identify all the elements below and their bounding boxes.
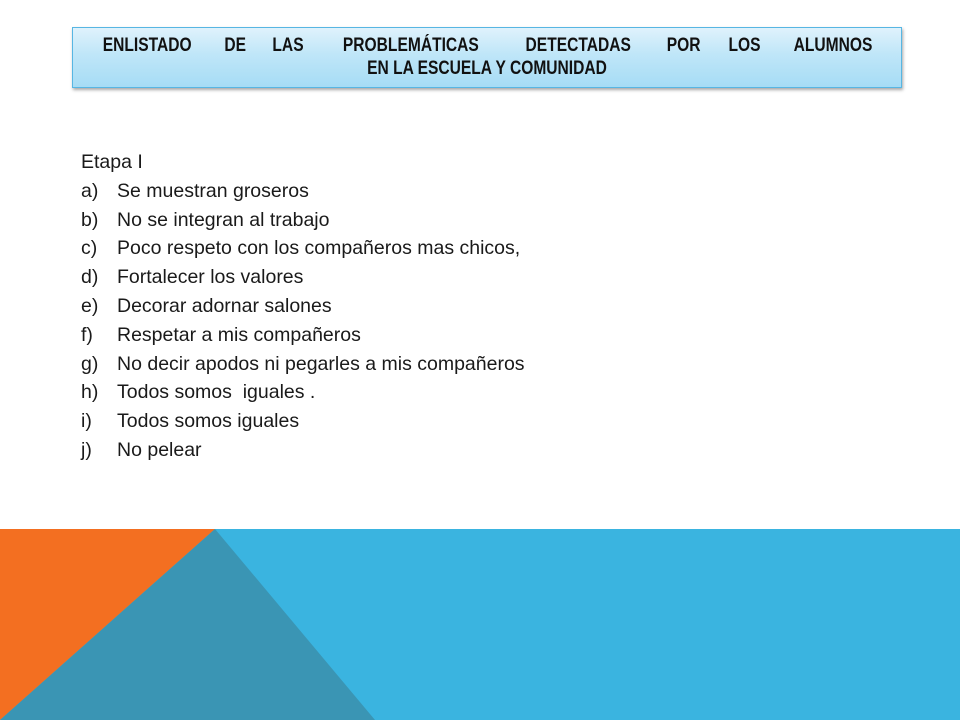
list-item: [81, 436, 781, 465]
list-item-text: Poco respeto con los compañeros mas chicos,: [117, 237, 521, 260]
list-marker: h): [81, 381, 99, 404]
list-item-text: Decorar adornar salones: [117, 294, 332, 317]
list-item: [81, 206, 781, 235]
slide-content: [81, 148, 781, 465]
list-item: [81, 321, 781, 350]
list-item-text: No decir apodos ni pegarles a mis compañeros: [117, 352, 525, 375]
list-marker: d): [81, 266, 99, 289]
list-marker: g): [81, 352, 99, 375]
title-word: LAS: [272, 35, 304, 56]
slide-title-line-1: [93, 34, 881, 57]
title-word: ALUMNOS: [793, 35, 873, 56]
list-item: [81, 234, 781, 263]
slide-title-line-2: EN LA ESCUELA Y COMUNIDAD: [367, 58, 607, 79]
list-item-text: Todos somos iguales: [117, 410, 300, 433]
content-heading: Etapa I: [81, 151, 143, 173]
title-word: DE: [224, 35, 247, 56]
list-item: [81, 378, 781, 407]
list-item: [81, 177, 781, 206]
slide-title-box: [72, 27, 902, 88]
title-word: ENLISTADO: [102, 35, 192, 56]
list-marker: b): [81, 208, 99, 231]
list-item: [81, 407, 781, 436]
list-marker: i): [81, 410, 92, 433]
list-marker: e): [81, 294, 99, 317]
list-item: [81, 292, 781, 321]
list-marker: a): [81, 179, 99, 202]
list-item-text: Se muestran groseros: [117, 179, 309, 202]
decorative-background-shapes: [0, 529, 960, 720]
title-word: POR: [667, 35, 701, 56]
list-item-text: No pelear: [117, 438, 202, 461]
title-word: DETECTADAS: [525, 35, 632, 56]
list-item-text: Respetar a mis compañeros: [117, 323, 361, 346]
title-word: LOS: [728, 35, 761, 56]
list-marker: f): [81, 323, 93, 346]
list-item-text: Fortalecer los valores: [117, 266, 304, 289]
title-word: PROBLEMÁTICAS: [342, 35, 479, 56]
list-item: [81, 350, 781, 379]
list-marker: j): [81, 438, 92, 461]
list-marker: c): [81, 237, 98, 260]
list-item-text: No se integran al trabajo: [117, 208, 330, 231]
list-item: [81, 263, 781, 292]
list-item-text: Todos somos iguales .: [117, 381, 316, 404]
